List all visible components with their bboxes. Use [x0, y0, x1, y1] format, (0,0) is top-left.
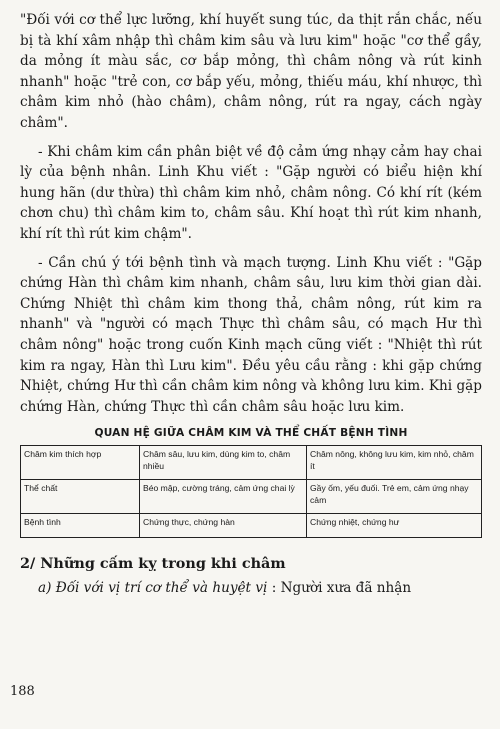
- table-title: QUAN HỆ GIỮA CHÂM KIM VÀ THỂ CHẤT BỆNH TÌNH: [94, 427, 408, 440]
- table-cell: Chứng thực, chứng hàn: [140, 514, 307, 538]
- section-label: a) Đối với vị trí cơ thể và huyệt vị: [38, 580, 268, 597]
- table-cell: Gầy ốm, yếu đuối. Trẻ em, cảm ứng nhạy cảm: [307, 480, 482, 514]
- table-cell: Béo mập, cường tráng, cảm ứng chai lỳ: [140, 480, 307, 514]
- table-row: [21, 514, 482, 538]
- table-cell: Bệnh tình: [21, 514, 140, 538]
- table-cell: Chứng nhiệt, chứng hư: [307, 514, 482, 538]
- page-number: 188: [10, 684, 35, 699]
- paragraph-2: - Khi châm kim cần phân biệt về độ cảm ứng nhạy cảm hay chai lỳ của bệnh nhân. Linh Khu viết : "Gặp người có biểu hiện khí hung hãn (dư thừa) thì châm kim nhỏ, châm nông. Có khí rít (kém chơn chu) thì châm kim to, châm sâu. Khí hoạt thì rút kim nhanh, khí rít thì rút kim chậm".: [20, 143, 482, 242]
- table-row: [21, 480, 482, 514]
- table-cell: Thể chất: [21, 480, 140, 514]
- table-row: [21, 446, 482, 480]
- document-page: [20, 10, 482, 599]
- paragraph-3: - Cần chú ý tới bệnh tình và mạch tượng. Linh Khu viết : "Gặp chứng Hàn thì châm kim nhanh, châm sâu, lưu kim thời gian dài. Chứng Nhiệt thì châm kim thong thả, châm nông, rút kim ra nhanh" và "người có mạch Thực thì châm sâu, có mạch Hư thì châm nông" hoặc trong cuốn Kinh mạch cũng viết : "Nhiệt thì rút kim ra ngay, Hàn thì Lưu kim". Đều yêu cầu rằng : khi gặp chứng Nhiệt, chứng Hư thì cần châm kim nông và không lưu kim. Khi gặp chứng Hàn, chứng Thực thì cần châm sâu hoặc lưu kim.: [20, 254, 482, 415]
- relation-table: [20, 445, 482, 538]
- table-cell: Châm kim thích hợp: [21, 446, 140, 480]
- table-cell: Châm nông, không lưu kim, kim nhỏ, châm ít: [307, 446, 482, 480]
- paragraph-1: "Đối với cơ thể lực lưỡng, khí huyết sung túc, da thịt rắn chắc, nếu bị tà khí xâm nhập thì châm kim sâu và lưu kim" hoặc "cơ thể gầy, da mỏng ít màu sắc, cơ bắp mỏng, thì châm nông và rút kinh nhanh" hoặc "trẻ con, cơ bắp yếu, mỏng, thiếu máu, khí nhược, thì châm kim nhỏ (hào châm), châm nông, rút ra ngay, cách ngày châm".: [20, 12, 482, 131]
- table-cell: Châm sâu, lưu kim, dùng kim to, châm nhiều: [140, 446, 307, 480]
- section-text: : Người xưa đã nhận: [267, 580, 412, 597]
- section-paragraph: [20, 578, 482, 599]
- section-heading: 2/ Những cấm kỵ trong khi châm: [20, 555, 286, 573]
